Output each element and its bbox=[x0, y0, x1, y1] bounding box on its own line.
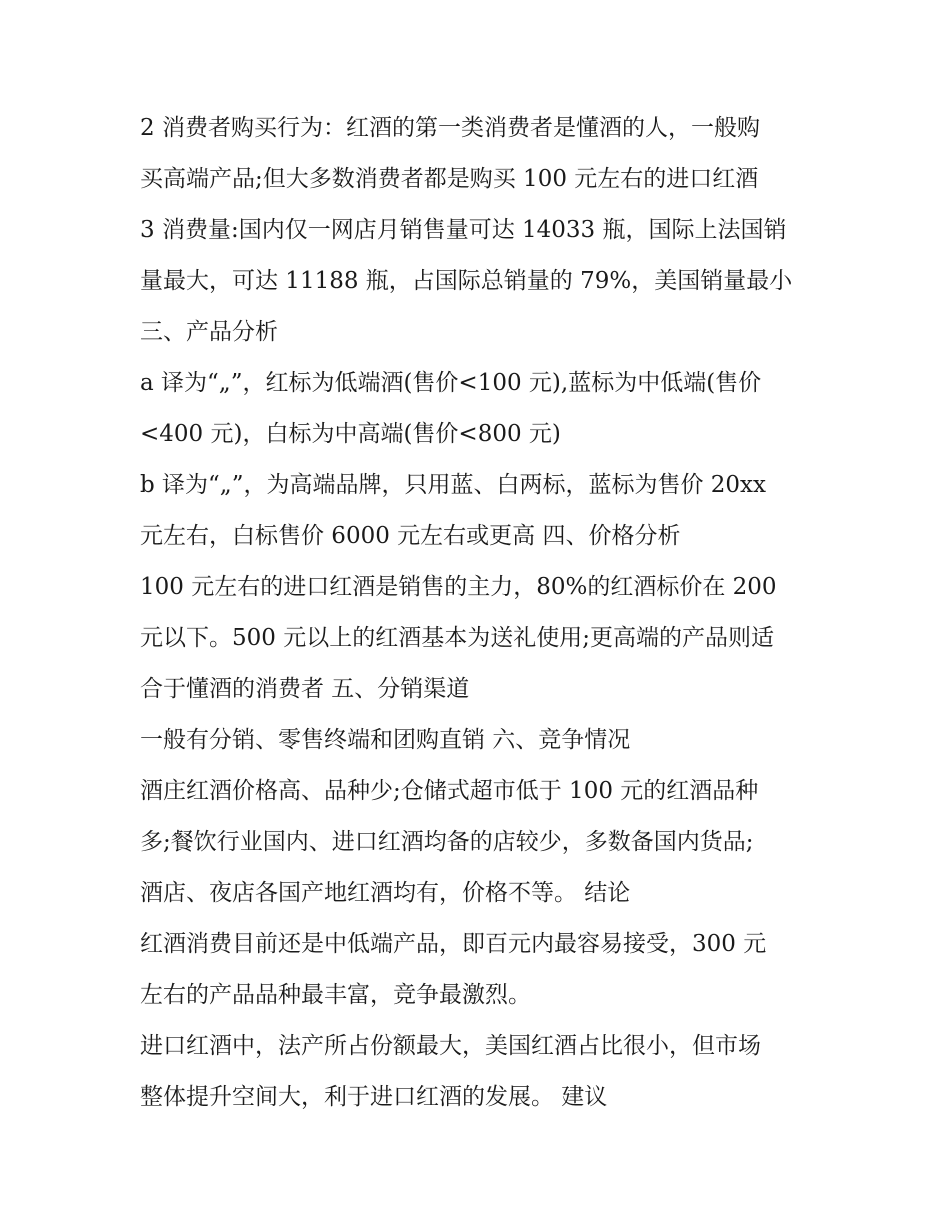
text-line: 100 元左右的进口红酒是销售的主力，80%的红酒标价在 200 bbox=[140, 574, 777, 600]
text-line: 2 消费者购买行为：红酒的第一类消费者是懂酒的人，一般购 bbox=[140, 115, 760, 141]
text-line: 红酒消费目前还是中低端产品，即百元内最容易接受，300 元 bbox=[140, 931, 767, 957]
text-line: 酒店、夜店各国产地红酒均有，价格不等。 结论 bbox=[140, 880, 631, 906]
text-line: 合于懂酒的消费者 五、分销渠道 bbox=[140, 676, 470, 702]
text-line: <400 元)，白标为中高端(售价<800 元) bbox=[140, 421, 561, 447]
text-line: a 译为“„”，红标为低端酒(售价<100 元),蓝标为中低端(售价 bbox=[140, 370, 762, 396]
text-line: 多;餐饮行业国内、进口红酒均备的店较少，多数备国内货品; bbox=[140, 829, 754, 855]
text-line: 元以下。500 元以上的红酒基本为送礼使用;更高端的产品则适 bbox=[140, 625, 774, 651]
text-line: 进口红酒中，法产所占份额最大，美国红酒占比很小，但市场 bbox=[140, 1033, 761, 1059]
text-line: 元左右，白标售价 6000 元左右或更高 四、价格分析 bbox=[140, 523, 681, 549]
text-line: 整体提升空间大，利于进口红酒的发展。 建议 bbox=[140, 1084, 608, 1110]
text-line: b 译为“„”，为高端品牌，只用蓝、白两标，蓝标为售价 20xx bbox=[140, 472, 766, 498]
text-line: 买高端产品;但大多数消费者都是购买 100 元左右的进口红酒 bbox=[140, 166, 759, 192]
text-line: 量最大，可达 11188 瓶，占国际总销量的 79%，美国销量最小 bbox=[140, 268, 793, 294]
text-line: 酒庄红酒价格高、品种少;仓储式超市低于 100 元的红酒品种 bbox=[140, 778, 759, 804]
section-heading-product-analysis: 三、产品分析 bbox=[140, 319, 278, 345]
text-line: 一般有分销、零售终端和团购直销 六、竞争情况 bbox=[140, 727, 631, 753]
text-line: 3 消费量:国内仅一网店月销售量可达 14033 瓶，国际上法国销 bbox=[140, 217, 787, 243]
document-body bbox=[140, 103, 830, 1123]
text-line: 左右的产品品种最丰富，竞争最激烈。 bbox=[140, 982, 531, 1008]
